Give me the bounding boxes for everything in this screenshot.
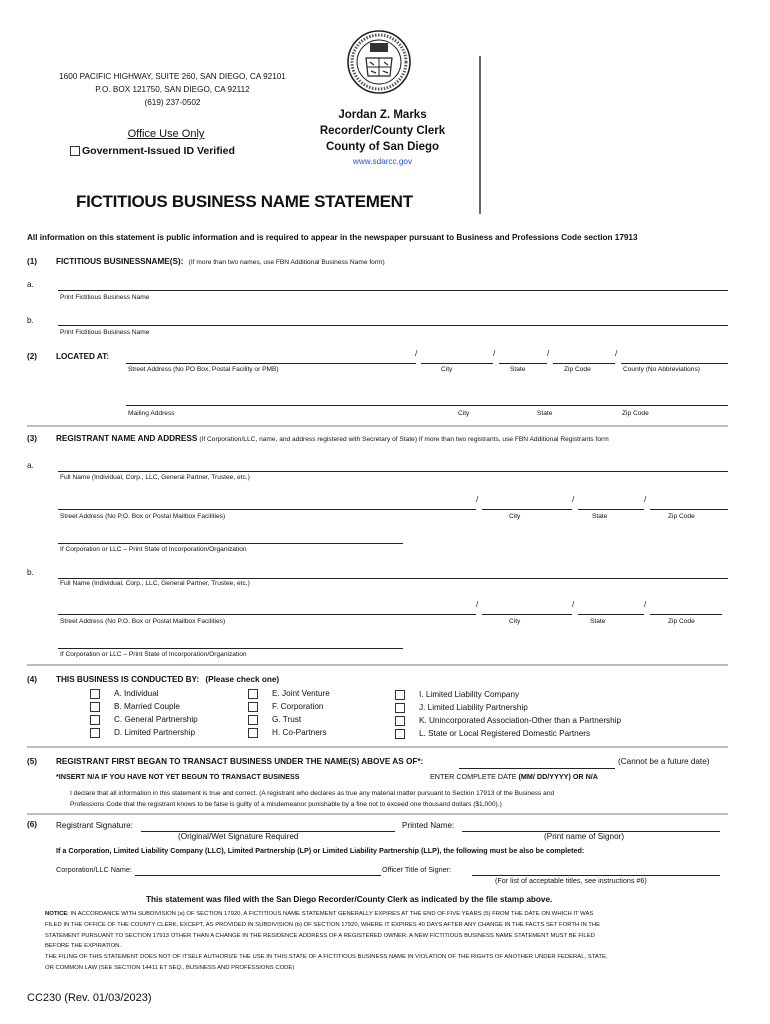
business-name-b-caption: Print Fictitious Business Name: [60, 329, 150, 336]
registrant-b-zip-caption: Zip Code: [668, 618, 695, 625]
slash: /: [415, 349, 418, 358]
notice-line: OR COMMON LAW (SEE SECTION 14411 ET SEQ., BUSINESS AND PROFESSIONS CODE): [45, 964, 295, 971]
address-line-2: P.O. BOX 121750, SAN DIEGO, CA 92112: [95, 85, 250, 94]
county-input[interactable]: [621, 352, 728, 364]
option-label: J. Limited Liability Partnership: [419, 703, 528, 713]
section-3-note: (If Corporation/LLC, name, and address registered with Secretary of State) If more than two registrants, use FBN Additional Registrants form: [199, 436, 609, 443]
checkbox-icon[interactable]: [248, 715, 258, 725]
section-1-heading: [56, 257, 385, 266]
corporation-note: If a Corporation, Limited Liability Company (LLC), Limited Partnership (LP) or Limited Liability Partnership (LLP), the following must be also be completed:: [56, 846, 585, 855]
registrant-a-zip-caption: Zip Code: [668, 513, 695, 520]
enter-date-format: (MM/ DD/YYYY) OR N/A: [518, 772, 598, 781]
phone-number: (619) 237-0502: [144, 98, 201, 107]
registrant-b-incorporation-caption: If Corporation or LLC – Print State of Incorporation/Organization: [60, 651, 247, 658]
option-individual[interactable]: [90, 689, 159, 699]
registrant-b-city-caption: City: [509, 618, 521, 625]
option-label: E. Joint Venture: [272, 689, 330, 699]
registrant-a-street-caption: Street Address (No P.O. Box or Postal Mailbox Facilities): [60, 513, 226, 520]
business-name-b-input[interactable]: [58, 314, 728, 326]
registrant-b-incorporation-input[interactable]: [58, 637, 403, 649]
section-1-note: (If more than two names, use FBN Additional Business Name form): [188, 259, 385, 266]
section-4-subtitle: (Please check one): [205, 675, 280, 684]
registrant-a-name-input[interactable]: [58, 460, 728, 472]
signature-label: Registrant Signature:: [56, 821, 133, 830]
checkbox-icon[interactable]: [248, 689, 258, 699]
titles-note: (For list of acceptable titles, see instructions #6): [495, 876, 647, 885]
notice-block: [45, 909, 608, 974]
section-1-number: (1): [27, 257, 38, 266]
registrant-b-city-input[interactable]: [482, 603, 572, 615]
section-4-number: (4): [27, 675, 38, 684]
header-divider: [479, 56, 481, 214]
section-4-title: THIS BUSINESS IS CONDUCTED BY:: [56, 675, 200, 684]
id-verified-checkbox[interactable]: [70, 145, 235, 157]
registrant-b-label: b.: [27, 568, 34, 577]
registrant-b-state-caption: State: [590, 618, 606, 625]
checkbox-icon[interactable]: [90, 728, 100, 738]
start-date-input[interactable]: [459, 757, 615, 769]
state-caption: State: [510, 366, 526, 373]
option-domestic-partners[interactable]: [395, 729, 590, 739]
future-date-note: (Cannot be a future date): [618, 757, 710, 766]
label-b: b.: [27, 316, 34, 325]
slash: /: [476, 495, 479, 504]
zip-input[interactable]: [553, 352, 615, 364]
checkbox-icon[interactable]: [70, 146, 80, 156]
registrant-b-name-input[interactable]: [58, 567, 728, 579]
label-a: a.: [27, 280, 34, 289]
registrant-b-zip-input[interactable]: [650, 603, 722, 615]
officer-title-input[interactable]: [472, 864, 720, 876]
checkbox-icon[interactable]: [395, 690, 405, 700]
registrant-a-label: a.: [27, 461, 34, 470]
option-label: B. Married Couple: [114, 702, 180, 712]
enter-date-note: [430, 772, 598, 781]
website-link[interactable]: www.sdarcc.gov: [352, 157, 413, 166]
officer-title-label: Officer Title of Signer:: [382, 865, 451, 874]
declaration: [70, 788, 554, 810]
registrant-a-incorporation-caption: If Corporation or LLC – Print State of Incorporation/Organization: [60, 546, 247, 553]
corporation-name-input[interactable]: [135, 864, 381, 876]
printed-name-label: Printed Name:: [402, 821, 455, 830]
registrant-b-name-caption: Full Name (Individual, Corp., LLC, General Partner, Trustee, etc.): [60, 580, 250, 587]
business-name-a-caption: Print Fictitious Business Name: [60, 294, 150, 301]
registrant-b-street-caption: Street Address (No P.O. Box or Postal Mailbox Facilities): [60, 618, 226, 625]
option-co-partners[interactable]: [248, 728, 327, 738]
section-3-title: REGISTRANT NAME AND ADDRESS: [56, 434, 198, 443]
notice-line: STATEMENT PURSUANT TO SECTION 17913 OTHER THAN A CHANGE IN THE RESIDENCE ADDRESS OF A REGISTERED OWNER. A NEW FICTITIOUS BUSINESS NAME STATEMENT MUST BE FILED: [45, 932, 595, 939]
notice-text: : IN ACCORDANCE WITH SUBDIVISION (a) OF SECTION 17920, A FICTITIOUS NAME STATEMENT GENERALLY EXPIRES AT THE END OF FIVE YEARS (5) FROM THE DATE ON WHICH IT WAS: [67, 911, 594, 917]
county-name: County of San Diego: [325, 141, 440, 153]
registrant-a-city-input[interactable]: [482, 498, 572, 510]
checkbox-icon[interactable]: [395, 729, 405, 739]
option-label: I. Limited Liability Company: [419, 690, 520, 700]
business-name-a-input[interactable]: [58, 279, 728, 291]
slash: /: [547, 349, 550, 358]
declaration-line-1: I declare that all information in this statement is true and correct. (A registrant who declares as true any material matter pursuant to Section 17913 of the Business and: [70, 790, 555, 797]
registrant-a-state-caption: State: [592, 513, 608, 520]
option-label: G. Trust: [272, 715, 302, 725]
section-5-number: (5): [27, 757, 38, 766]
option-llc[interactable]: [395, 690, 519, 700]
office-use-label: Office Use Only: [127, 128, 205, 140]
official-name: Jordan Z. Marks: [338, 109, 427, 121]
city-caption: City: [441, 366, 453, 373]
checkbox-icon[interactable]: [395, 716, 405, 726]
option-label: K. Unincorporated Association-Other than a Partnership: [419, 716, 622, 726]
section-divider: [27, 746, 728, 748]
option-corporation[interactable]: [248, 702, 323, 712]
mailing-address-input[interactable]: [126, 394, 728, 406]
slash: /: [615, 349, 618, 358]
option-married-couple[interactable]: [90, 702, 180, 712]
form-title: FICTITIOUS BUSINESS NAME STATEMENT: [76, 192, 413, 211]
id-verified-label: Government-Issued ID Verified: [82, 145, 235, 157]
option-label: D. Limited Partnership: [114, 728, 195, 738]
option-llp[interactable]: [395, 703, 528, 713]
slash: /: [644, 495, 647, 504]
notice-line: THE FILING OF THIS STATEMENT DOES NOT OF ITSELF AUTHORIZE THE USE IN THIS STATE OF A FICTITIOUS BUSINESS NAME IN VIOLATION OF THE RIGHTS OF ANOTHER UNDER FEDERAL, STATE,: [45, 954, 608, 961]
corporation-name-label: Corporation/LLC Name:: [56, 865, 132, 874]
street-address-input[interactable]: [126, 352, 416, 364]
section-1-title: FICTITIOUS BUSINESSNAME(S):: [56, 257, 184, 266]
slash: /: [644, 600, 647, 609]
state-input[interactable]: [499, 352, 547, 364]
address-line-1: 1600 PACIFIC HIGHWAY, SUITE 260, SAN DIEGO, CA 92101: [59, 72, 286, 81]
signature-caption: (Original/Wet Signature Required: [178, 832, 299, 841]
section-divider: [27, 425, 728, 427]
checkbox-icon[interactable]: [90, 702, 100, 712]
printed-name-input[interactable]: [462, 820, 720, 832]
slash: /: [476, 600, 479, 609]
section-divider: [27, 813, 728, 815]
registrant-a-city-caption: City: [509, 513, 521, 520]
notice-label: NOTICE: [45, 911, 68, 917]
section-6-number: (6): [27, 820, 38, 829]
registrant-a-state-input[interactable]: [578, 498, 644, 510]
checkbox-icon[interactable]: [90, 689, 100, 699]
zip-caption: Zip Code: [564, 366, 591, 373]
option-limited-partnership[interactable]: [90, 728, 195, 738]
office-address: [40, 70, 305, 109]
printed-name-caption: (Print name of Signor): [544, 832, 625, 841]
checkbox-icon[interactable]: [90, 715, 100, 725]
option-label: A. Individual: [114, 689, 159, 699]
mailing-city-caption: City: [458, 410, 470, 417]
declaration-line-2: Professions Code that the registrant knows to be false is guilty of a misdemeanor punishable by a fine not to exceed one thousand dollars ($1,000).): [70, 801, 502, 808]
option-label: F. Corporation: [272, 702, 324, 712]
public-info-notice: All information on this statement is public information and is required to appear in the newspaper pursuant to Business and Professions Code section 17913: [27, 233, 638, 242]
section-2-title: LOCATED AT:: [56, 352, 110, 361]
section-5-title: REGISTRANT FIRST BEGAN TO TRANSACT BUSINESS UNDER THE NAME(S) ABOVE AS OF*:: [56, 757, 424, 766]
section-divider: [27, 664, 728, 666]
insert-na-note: *INSERT N/A IF YOU HAVE NOT YET BEGUN TO TRANSACT BUSINESS: [56, 772, 300, 781]
county-caption: County (No Abbreviations): [623, 366, 700, 373]
slash: /: [572, 495, 575, 504]
section-4-heading: [56, 675, 279, 684]
checkbox-icon[interactable]: [248, 728, 258, 738]
registrant-b-street-input[interactable]: [58, 603, 476, 615]
slash: /: [493, 349, 496, 358]
city-input[interactable]: [421, 352, 493, 364]
option-unincorporated-association[interactable]: [395, 716, 621, 726]
notice-line: [45, 909, 608, 920]
section-2-number: (2): [27, 352, 38, 361]
notice-line: FILED IN THE OFFICE OF THE COUNTY CLERK, EXCEPT, AS PROVIDED IN SUBDIVISION (b) OF SECTION 17920, WHERE IT EXPIRES 40 DAYS AFTER ANY CHANGE IN THE FACTS SET FORTH IN THE: [45, 921, 601, 928]
option-general-partnership[interactable]: [90, 715, 198, 725]
county-seal-icon: [346, 28, 412, 96]
registrant-a-zip-input[interactable]: [650, 498, 728, 510]
mailing-zip-caption: Zip Code: [622, 410, 649, 417]
form-id: CC230 (Rev. 01/03/2023): [27, 992, 152, 1004]
section-3-number: (3): [27, 434, 38, 443]
mailing-caption: Mailing Address: [128, 410, 175, 417]
option-label: H. Co-Partners: [272, 728, 327, 738]
notice-line: BEFORE THE EXPIRATION.: [45, 943, 122, 950]
recorder-block: [305, 107, 460, 155]
enter-date-prefix: ENTER COMPLETE DATE: [430, 772, 517, 781]
option-label: C. General Partnership: [114, 715, 198, 725]
option-trust[interactable]: [248, 715, 301, 725]
registrant-a-incorporation-input[interactable]: [58, 532, 403, 544]
option-joint-venture[interactable]: [248, 689, 330, 699]
registrant-b-state-input[interactable]: [578, 603, 644, 615]
official-title: Recorder/County Clerk: [319, 125, 446, 137]
filed-statement: This statement was filed with the San Diego Recorder/County Clerk as indicated by the file stamp above.: [146, 895, 553, 904]
checkbox-icon[interactable]: [395, 703, 405, 713]
option-label: L. State or Local Registered Domestic Partners: [419, 729, 591, 739]
mailing-state-caption: State: [537, 410, 553, 417]
section-3-heading: [56, 434, 609, 443]
checkbox-icon[interactable]: [248, 702, 258, 712]
signature-input[interactable]: [141, 820, 395, 832]
slash: /: [572, 600, 575, 609]
registrant-a-name-caption: Full Name (Individual, Corp., LLC, General Partner, Trustee, etc.): [60, 474, 250, 481]
registrant-a-street-input[interactable]: [58, 498, 476, 510]
street-caption: Street Address (No PO Box, Postal Facility or PMB): [128, 366, 279, 373]
